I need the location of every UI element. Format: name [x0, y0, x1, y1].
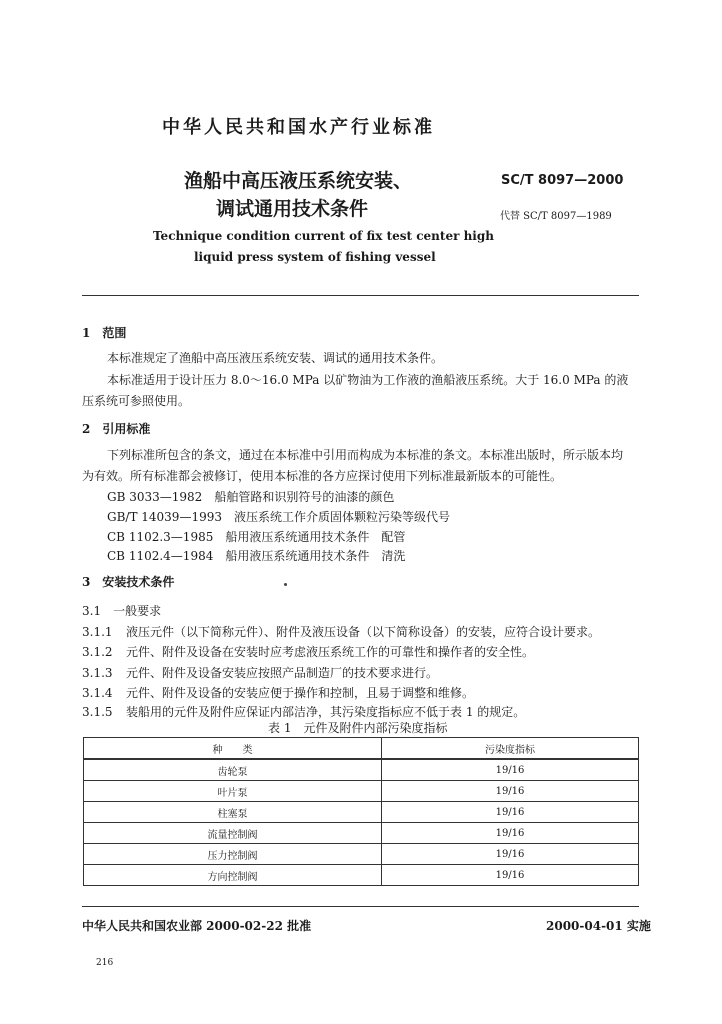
- clause-number: 3.1.5: [82, 705, 113, 719]
- section-1-paragraph-1: 本标准规定了渔船中高压液压系统安装、调试的通用技术条件。: [107, 351, 444, 365]
- standard-organization: 中华人民共和国水产行业标准: [162, 117, 435, 138]
- title-english-line2: liquid press system of fishing vessel: [194, 250, 436, 264]
- table-row: [84, 865, 639, 886]
- clause: [82, 684, 474, 701]
- reference-title: 船用液压系统通用技术条件 配管: [225, 530, 406, 544]
- reference-item: [107, 508, 450, 525]
- clause-text: 元件、附件及设备的安装应便于操作和控制，且易于调整和维修。: [126, 686, 475, 700]
- page-number: 216: [96, 958, 114, 968]
- cell-kind: 叶片泵: [84, 781, 382, 802]
- section-2-paragraph-cont: 为有效。所有标准都会被修订，使用本标准的各方应探讨使用下列标准最新版本的可能性。: [82, 469, 563, 483]
- section-3-heading: 3 安装技术条件: [82, 575, 175, 589]
- reference-code: GB/T 14039—1993: [107, 510, 222, 524]
- contamination-table: [83, 737, 639, 886]
- clause-text: 元件、附件及设备安装应按照产品制造厂的技术要求进行。: [126, 666, 439, 680]
- section-2-paragraph: 下列标准所包含的条文，通过在本标准中引用而构成为本标准的条文。本标准出版时，所示版本均: [107, 448, 624, 462]
- reference-item: [107, 547, 405, 564]
- table-row: [84, 844, 639, 865]
- title-english-line1: Technique condition current of fix test center high: [153, 229, 494, 243]
- section-2-heading: 2 引用标准: [82, 422, 151, 436]
- cell-index: 19/16: [382, 823, 639, 844]
- reference-title: 船用液压系统通用技术条件 清洗: [225, 549, 406, 563]
- table-row: [84, 781, 639, 802]
- cell-index: 19/16: [382, 844, 639, 865]
- approval-line: 中华人民共和国农业部 2000-02-22 批准: [82, 919, 312, 933]
- cell-kind: 方向控制阀: [84, 865, 382, 886]
- clause: [82, 703, 525, 720]
- reference-title: 船舶管路和识别符号的油漆的颜色: [214, 490, 395, 504]
- column-header-kind: 种 类: [84, 738, 382, 760]
- cell-index: 19/16: [382, 865, 639, 886]
- reference-title: 液压系统工作介质固体颗粒污染等级代号: [234, 510, 451, 524]
- section-1-paragraph-2: 本标准适用于设计压力 8.0～16.0 MPa 以矿物油为工作液的渔船液压系统。大于 16.0 MPa 的液: [107, 373, 629, 387]
- reference-item: [107, 488, 394, 505]
- table-caption: 表 1 元件及附件内部污染度指标: [268, 721, 448, 735]
- clause-number: 3.1.4: [82, 686, 113, 700]
- table-header-row: [84, 738, 639, 760]
- reference-code: CB 1102.4—1984: [107, 549, 214, 563]
- clause-text: 元件、附件及设备在安装时应考虑液压系统工作的可靠性和操作者的安全性。: [126, 645, 535, 659]
- effective-date: 2000-04-01 实施: [546, 919, 651, 933]
- title-chinese-line1: 渔船中高压液压系统安装、: [184, 170, 413, 192]
- cell-kind: 柱塞泵: [84, 802, 382, 823]
- clause-text: 液压元件（以下简称元件）、附件及液压设备（以下简称设备）的安装，应符合设计要求。: [126, 625, 601, 639]
- column-header-index: 污染度指标: [382, 738, 639, 760]
- section-1-paragraph-2-cont: 压系统可参照使用。: [82, 394, 191, 408]
- stray-mark: [284, 583, 287, 586]
- clause-text: 装船用的元件及附件应保证内部洁净，其污染度指标应不低于表 1 的规定。: [126, 705, 526, 719]
- section-1-heading: 1 范围: [82, 326, 127, 340]
- cell-kind: 压力控制阀: [84, 844, 382, 865]
- clause-number: 3.1.2: [82, 645, 113, 659]
- cell-index: 19/16: [382, 781, 639, 802]
- subsection-3-1-heading: 3.1 一般要求: [82, 604, 162, 618]
- standard-code: SC/T 8097—2000: [501, 173, 624, 188]
- clause: [82, 623, 600, 640]
- title-chinese-line2: 调试通用技术条件: [216, 198, 369, 220]
- clause-number: 3.1.3: [82, 666, 113, 680]
- reference-code: CB 1102.3—1985: [107, 530, 214, 544]
- table-row: [84, 802, 639, 823]
- clause-number: 3.1.1: [82, 625, 113, 639]
- cell-kind: 齿轮泵: [84, 759, 382, 781]
- cell-index: 19/16: [382, 802, 639, 823]
- table-row: [84, 759, 639, 781]
- clause: [82, 664, 438, 681]
- reference-code: GB 3033—1982: [107, 490, 203, 504]
- table-row: [84, 823, 639, 844]
- clause: [82, 643, 534, 660]
- cell-index: 19/16: [382, 759, 639, 781]
- replaces-standard: 代替 SC/T 8097—1989: [500, 211, 612, 222]
- cell-kind: 流量控制阀: [84, 823, 382, 844]
- reference-item: [107, 528, 405, 545]
- top-divider: [82, 295, 639, 296]
- bottom-divider: [82, 906, 639, 907]
